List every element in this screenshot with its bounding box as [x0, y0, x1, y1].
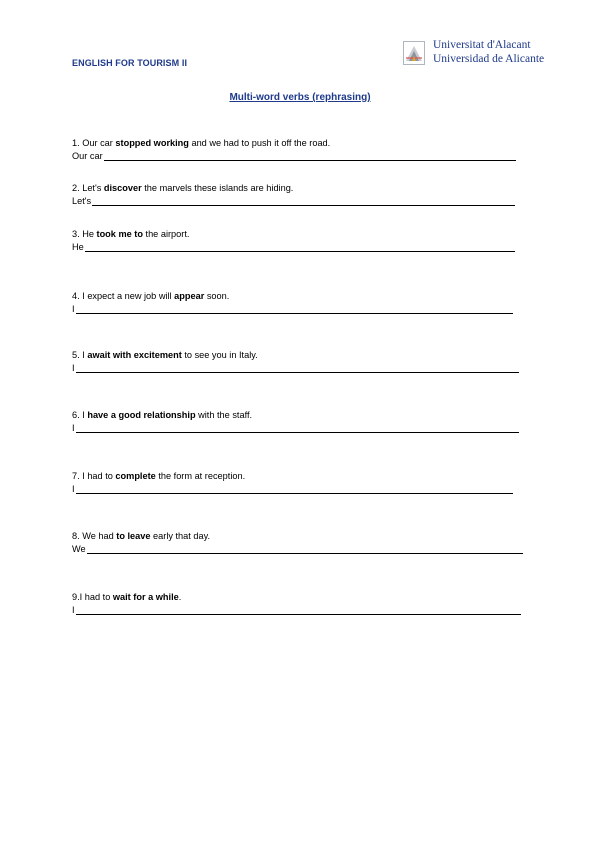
answer-line[interactable] — [72, 150, 516, 163]
prompt-text: the form at reception. — [155, 471, 246, 481]
exercise-item — [72, 228, 515, 254]
target-phrase: stopped working — [115, 138, 189, 148]
prompt-text: 4. I expect a new job will — [72, 291, 175, 301]
answer-line[interactable] — [72, 362, 519, 375]
answer-start: I — [72, 605, 75, 615]
answer-line[interactable] — [72, 241, 515, 254]
exercise-item — [72, 349, 519, 375]
answer-line[interactable] — [72, 303, 513, 316]
prompt-text: 7. I had to — [72, 471, 116, 481]
exercise-prompt — [72, 470, 513, 483]
exercise-prompt — [72, 290, 513, 303]
target-phrase: wait for a while — [112, 592, 179, 602]
answer-start: I — [72, 363, 75, 373]
exercise-prompt — [72, 409, 519, 422]
prompt-text: early that day. — [150, 531, 211, 541]
answer-start: I — [72, 423, 75, 433]
answer-line[interactable] — [72, 604, 521, 617]
target-phrase: await with excitement — [87, 350, 182, 360]
answer-blank[interactable] — [76, 372, 519, 373]
page-title: Multi-word verbs (rephrasing) — [229, 92, 371, 103]
prompt-text: the airport. — [142, 229, 190, 239]
exercise-prompt — [72, 182, 515, 195]
target-phrase: to leave — [116, 531, 151, 541]
prompt-text: . — [178, 592, 182, 602]
exercise-prompt — [72, 591, 521, 604]
prompt-text: and we had to push it off the road. — [188, 138, 331, 148]
answer-line[interactable] — [72, 195, 515, 208]
target-phrase: discover — [103, 183, 142, 193]
exercise-item — [72, 530, 523, 556]
exercise-prompt — [72, 228, 515, 241]
target-phrase: have a good relationship — [87, 410, 196, 420]
university-logo — [403, 39, 553, 71]
course-title: ENGLISH FOR TOURISM II — [72, 58, 188, 68]
answer-start: Our car — [72, 151, 103, 161]
prompt-text: with the staff. — [195, 410, 253, 420]
answer-start: Let's — [72, 196, 92, 206]
university-name-spanish: Universidad de Alicante — [433, 52, 545, 65]
exercise-item — [72, 591, 521, 617]
university-name-valencian: Universitat d'Alacant — [433, 39, 531, 51]
answer-blank[interactable] — [104, 160, 516, 161]
target-phrase: complete — [115, 471, 156, 481]
answer-start: He — [72, 242, 84, 252]
answer-blank[interactable] — [76, 614, 521, 615]
answer-line[interactable] — [72, 483, 513, 496]
answer-start: We — [72, 544, 86, 554]
answer-blank[interactable] — [85, 251, 515, 252]
answer-line[interactable] — [72, 422, 519, 435]
prompt-text: 2. Let's — [72, 183, 104, 193]
prompt-text: 8. We had — [72, 531, 117, 541]
prompt-text: 1. Our car — [72, 138, 116, 148]
exercise-item — [72, 182, 515, 208]
answer-blank[interactable] — [76, 493, 513, 494]
answer-blank[interactable] — [76, 313, 513, 314]
prompt-text: 3. He — [72, 229, 97, 239]
target-phrase: took me to — [96, 229, 143, 239]
prompt-text: 6. I — [72, 410, 88, 420]
prompt-text: 9.I had to — [72, 592, 113, 602]
answer-blank[interactable] — [76, 432, 519, 433]
prompt-text: soon. — [204, 291, 230, 301]
prompt-text: the marvels these islands are hiding. — [141, 183, 294, 193]
target-phrase: appear — [174, 291, 205, 301]
exercise-item — [72, 470, 513, 496]
prompt-text: 5. I — [72, 350, 88, 360]
answer-start: I — [72, 484, 75, 494]
answer-line[interactable] — [72, 543, 523, 556]
answer-start: I — [72, 304, 75, 314]
university-logo-icon — [403, 41, 425, 65]
prompt-text: to see you in Italy. — [181, 350, 258, 360]
exercise-item — [72, 137, 516, 163]
answer-blank[interactable] — [87, 553, 523, 554]
exercise-prompt — [72, 137, 516, 150]
answer-blank[interactable] — [92, 205, 515, 206]
exercise-prompt — [72, 530, 523, 543]
exercise-prompt — [72, 349, 519, 362]
exercise-item — [72, 290, 513, 316]
exercise-item — [72, 409, 519, 435]
